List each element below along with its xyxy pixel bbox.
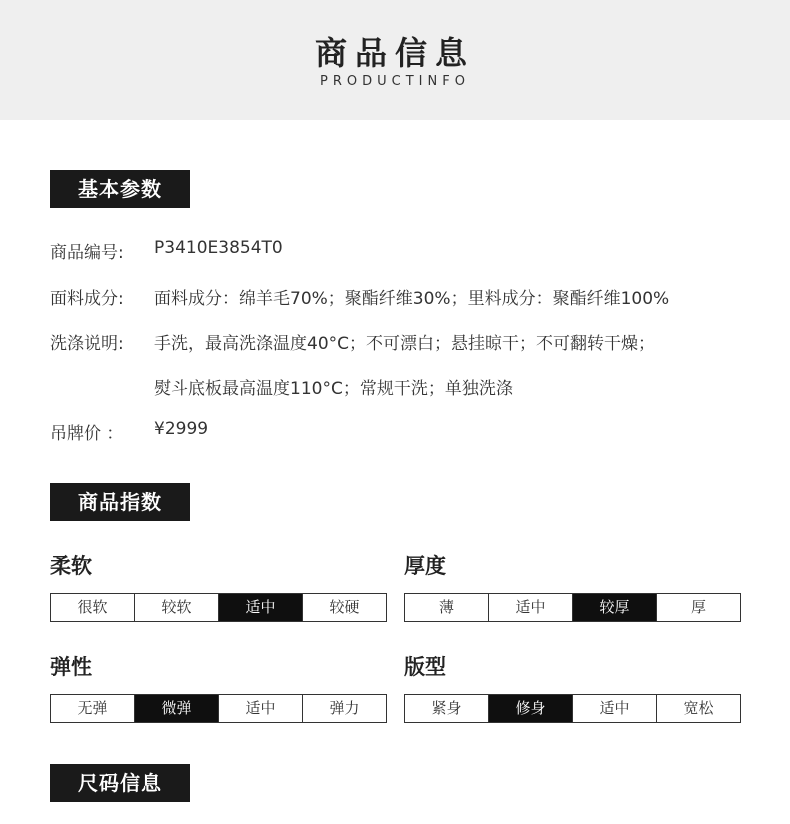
param-row-price: [50, 419, 209, 444]
section-tag-size: 尺码信息: [50, 764, 190, 802]
index-option: 紧身: [431, 699, 462, 717]
index-option: 适中: [572, 695, 656, 722]
param-value-price: ¥2999: [154, 419, 209, 439]
param-value-wash: 手洗，最高洗涤温度40°C；不可漂白；悬挂晾干；不可翻转干燥；: [154, 334, 656, 354]
page-title: 商品信息: [314, 34, 475, 72]
param-label-code: 商品编号:: [50, 243, 124, 263]
index-title-fit: 版型: [404, 655, 446, 679]
section-tag-index: 商品指数: [50, 483, 190, 521]
index-title-thickness: 厚度: [404, 554, 446, 578]
param-label-material: 面料成分:: [50, 289, 124, 309]
param-label-wash: 洗涤说明:: [50, 334, 124, 354]
param-row-material: [50, 284, 670, 309]
index-option: 宽松: [656, 695, 740, 722]
param-value-material: 面料成分：绵羊毛70%；聚酯纤维30%；里料成分：聚酯纤维100%: [154, 289, 670, 309]
param-row-code: [50, 238, 283, 263]
index-option: 适中: [218, 594, 302, 621]
param-label-price: 吊牌价 ：: [50, 424, 124, 444]
index-option: 很软: [77, 598, 108, 616]
index-scale-fit: [404, 694, 741, 723]
param-value-code: P3410E3854T0: [154, 238, 283, 258]
index-title-elasticity: 弹性: [50, 655, 92, 679]
index-option: 薄: [438, 598, 454, 616]
index-title-softness: 柔软: [50, 554, 92, 578]
page-subtitle: PRODUCTINFO: [320, 74, 470, 89]
index-option: 较厚: [572, 594, 656, 621]
index-option: 较硬: [302, 594, 386, 621]
index-option: 弹力: [302, 695, 386, 722]
index-option: 无弹: [77, 699, 108, 717]
index-option: 厚: [656, 594, 740, 621]
param-value-wash-cont: 熨斗底板最高温度110°C；常规干洗；单独洗涤: [154, 379, 513, 399]
section-tag-basic: 基本参数: [50, 170, 190, 208]
index-option: 修身: [488, 695, 572, 722]
param-row-wash: [50, 329, 656, 354]
page-header: [0, 0, 790, 120]
index-option: 适中: [488, 594, 572, 621]
index-scale-thickness: [404, 593, 741, 622]
index-option: 适中: [218, 695, 302, 722]
index-scale-softness: [50, 593, 387, 622]
index-option: 微弹: [134, 695, 218, 722]
index-option: 较软: [134, 594, 218, 621]
index-scale-elasticity: [50, 694, 387, 723]
